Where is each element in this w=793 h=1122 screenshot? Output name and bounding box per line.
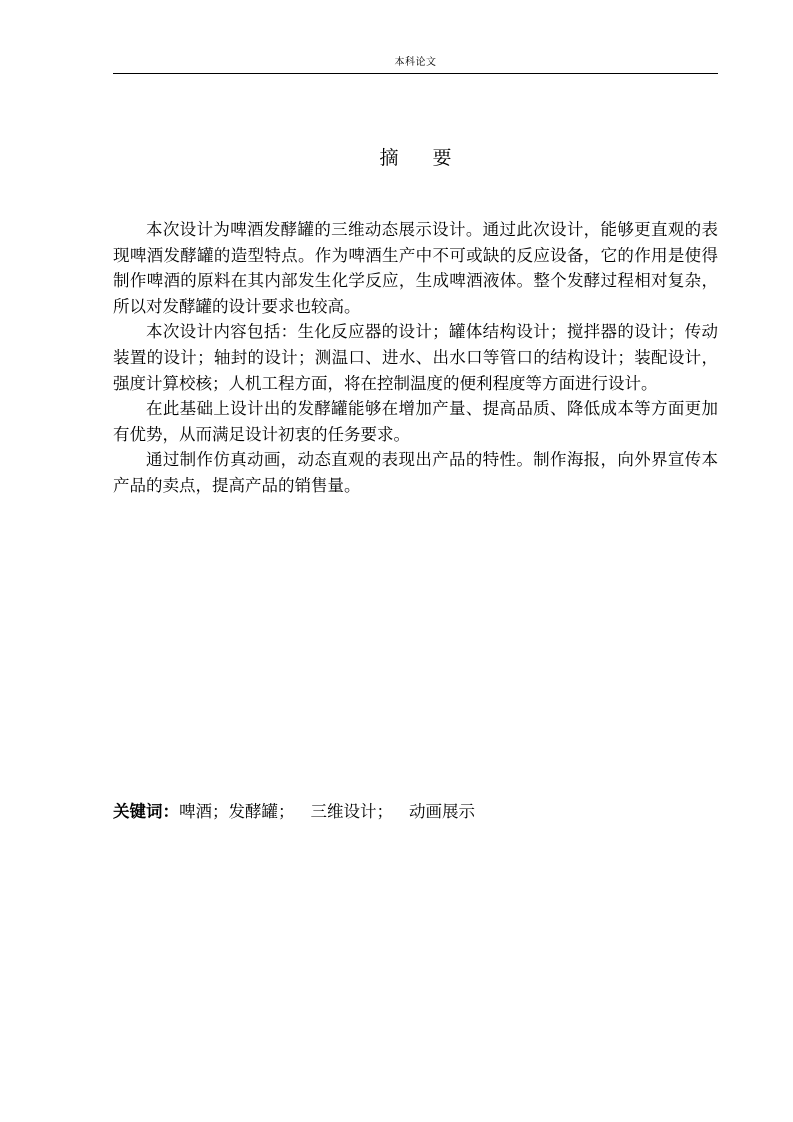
header-rule bbox=[113, 73, 718, 74]
abstract-body bbox=[113, 217, 718, 499]
abstract-title-char-2: 要 bbox=[432, 147, 452, 169]
keywords-label: 关键词： bbox=[113, 802, 179, 821]
keyword-item: 发酵罐 bbox=[228, 802, 278, 821]
abstract-paragraph: 本次设计为啤酒发酵罐的三维动态展示设计。通过此次设计，能够更直观的表现啤酒发酵罐的造型特点。作为啤酒生产中不可或缺的反应设备，它的作用是使得制作啤酒的原料在其内部发生化学反应，生成啤酒液体。整个发酵过程相对复杂，所以对发酵罐的设计要求也较高。 bbox=[113, 220, 718, 316]
keyword-item: 动画展示 bbox=[409, 802, 475, 821]
keyword-separator: ； bbox=[278, 802, 295, 821]
abstract-title-char-1: 摘 bbox=[379, 147, 399, 169]
abstract-paragraph: 通过制作仿真动画，动态直观的表现出产品的特性。制作海报，向外界宣传本产品的卖点，提高产品的销售量。 bbox=[113, 450, 718, 495]
abstract-title bbox=[113, 145, 718, 171]
keyword-separator: ； bbox=[212, 802, 229, 821]
keyword-item: 啤酒 bbox=[179, 802, 212, 821]
abstract-paragraph: 在此基础上设计出的发酵罐能够在增加产量、提高品质、降低成本等方面更加有优势，从而满足设计初衷的任务要求。 bbox=[113, 399, 718, 444]
keyword-item: 三维设计 bbox=[310, 802, 377, 821]
keyword-separator: ； bbox=[376, 802, 393, 821]
abstract-paragraph: 本次设计内容包括：生化反应器的设计；罐体结构设计；搅拌器的设计；传动装置的设计；轴封的设计；测温口、进水、出水口等管口的结构设计；装配设计，强度计算校核；人机工程方面，将在控制温度的便利程度等方面进行设计。 bbox=[113, 322, 718, 393]
running-header: 本科论文 bbox=[394, 57, 437, 68]
keywords-line bbox=[113, 799, 718, 824]
